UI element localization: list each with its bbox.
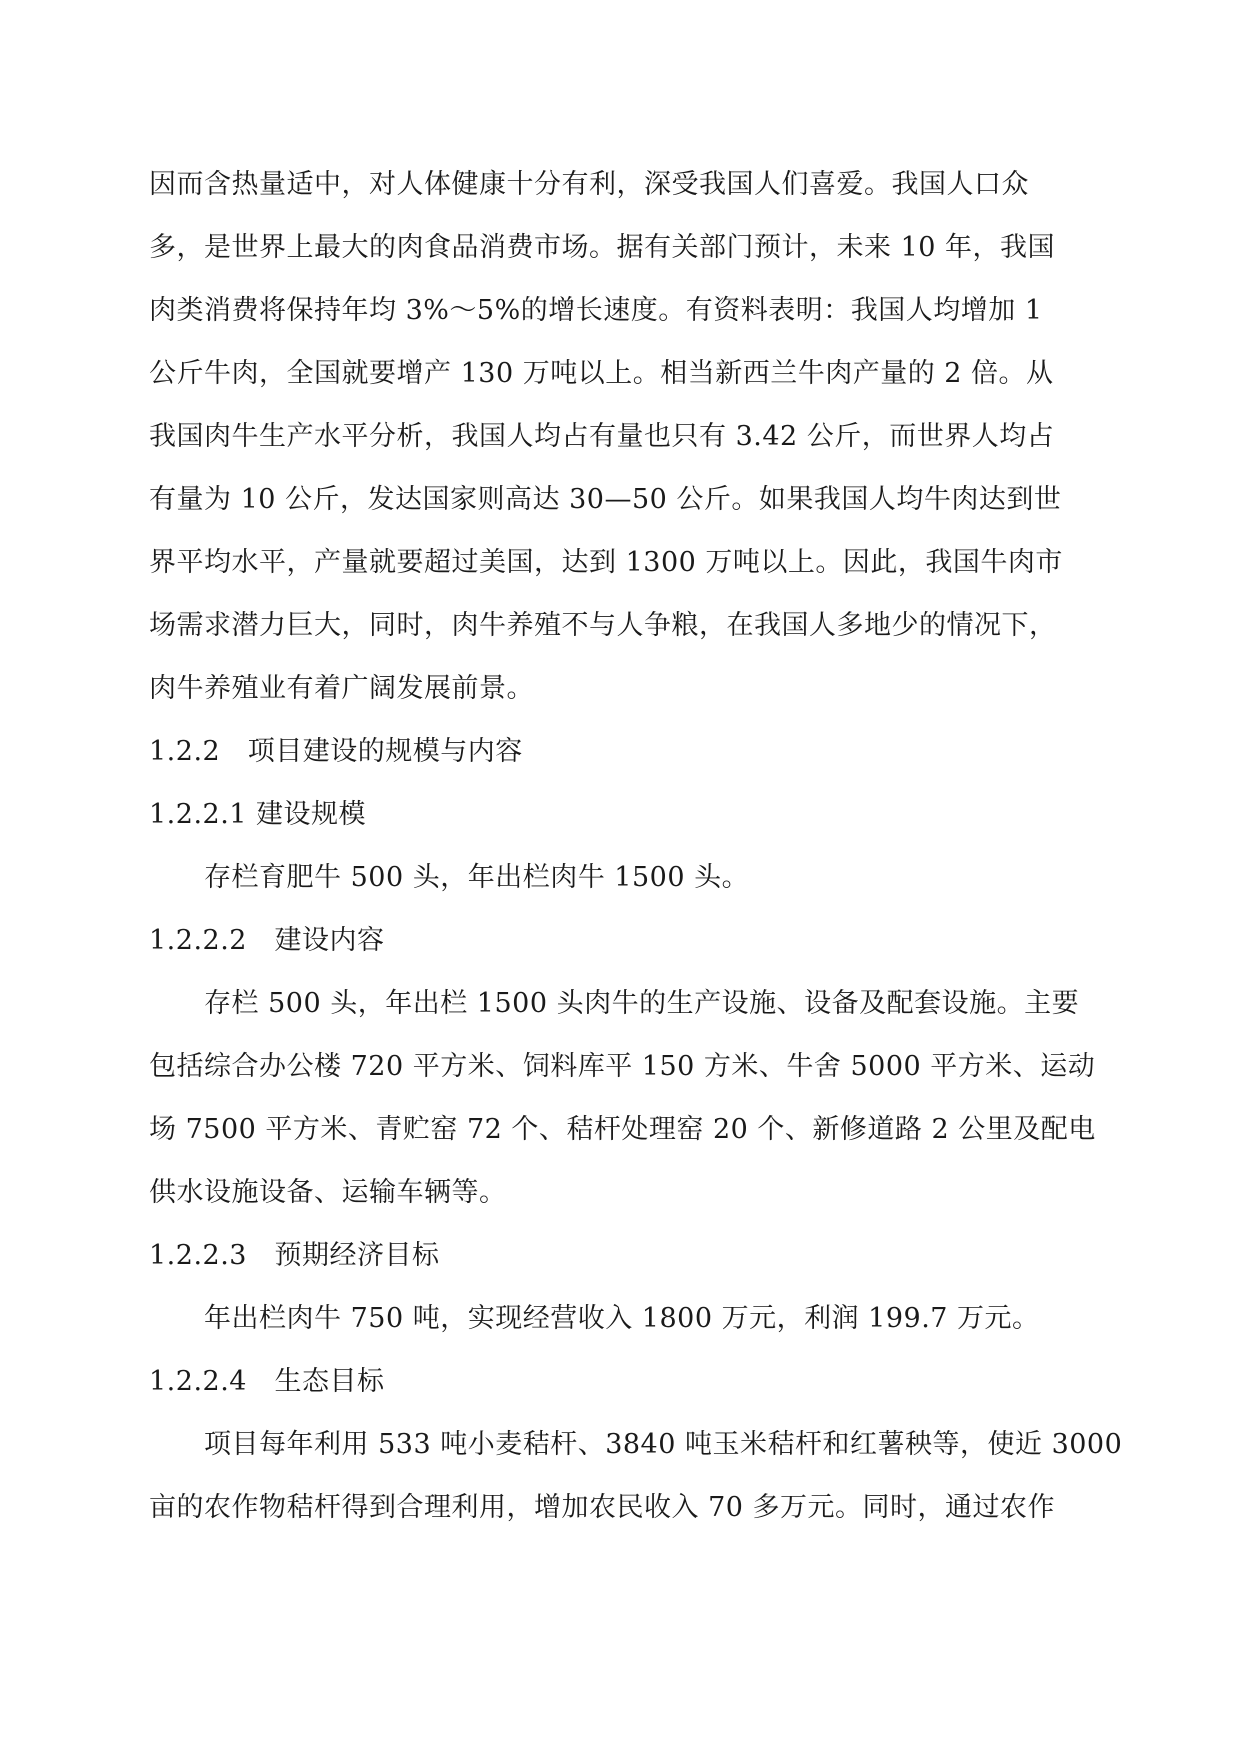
body-text-line: 界平均水平，产量就要超过美国，达到 1300 万吨以上。因此，我国牛肉市 bbox=[149, 547, 1063, 578]
subsection-heading: 1.2.2.4 生态目标 bbox=[149, 1366, 385, 1397]
body-text-line: 因而含热量适中，对人体健康十分有利，深受我国人们喜爱。我国人口众 bbox=[149, 169, 1029, 200]
body-text-line: 我国肉牛生产水平分析，我国人均占有量也只有 3.42 公斤，而世界人均占 bbox=[149, 421, 1055, 452]
body-text-line: 有量为 10 公斤，发达国家则高达 30—50 公斤。如果我国人均牛肉达到世 bbox=[149, 484, 1062, 515]
body-text-line: 亩的农作物秸杆得到合理利用，增加农民收入 70 多万元。同时，通过农作 bbox=[149, 1492, 1056, 1523]
section-heading: 1.2.2 项目建设的规模与内容 bbox=[149, 736, 523, 767]
subsection-heading: 1.2.2.1 建设规模 bbox=[149, 799, 367, 830]
body-text-line: 公斤牛肉，全国就要增产 130 万吨以上。相当新西兰牛肉产量的 2 倍。从 bbox=[149, 358, 1054, 389]
body-text-line: 多，是世界上最大的肉食品消费市场。据有关部门预计，未来 10 年，我国 bbox=[149, 232, 1056, 263]
body-text-line: 供水设施设备、运输车辆等。 bbox=[149, 1177, 507, 1208]
subsection-heading: 1.2.2.2 建设内容 bbox=[149, 925, 385, 956]
body-text-line: 肉牛养殖业有着广阔发展前景。 bbox=[149, 673, 534, 704]
body-text-line: 包括综合办公楼 720 平方米、饲料库平 150 方米、牛舍 5000 平方米、运动 bbox=[149, 1051, 1096, 1082]
body-text-line: 肉类消费将保持年均 3%～5%的增长速度。有资料表明：我国人均增加 1 bbox=[149, 295, 1043, 326]
body-text-line: 存栏育肥牛 500 头，年出栏肉牛 1500 头。 bbox=[149, 862, 750, 893]
body-text-line: 年出栏肉牛 750 吨，实现经营收入 1800 万元，利润 199.7 万元。 bbox=[149, 1303, 1040, 1334]
body-text-line: 项目每年利用 533 吨小麦秸杆、3840 吨玉米秸杆和红薯秧等，使近 3000 bbox=[149, 1429, 1123, 1460]
body-text-line: 存栏 500 头，年出栏 1500 头肉牛的生产设施、设备及配套设施。主要 bbox=[149, 988, 1080, 1019]
body-text-line: 场 7500 平方米、青贮窑 72 个、秸杆处理窑 20 个、新修道路 2 公里及配电 bbox=[149, 1114, 1096, 1145]
subsection-heading: 1.2.2.3 预期经济目标 bbox=[149, 1240, 440, 1271]
body-text-line: 场需求潜力巨大，同时，肉牛养殖不与人争粮，在我国人多地少的情况下， bbox=[149, 610, 1057, 641]
